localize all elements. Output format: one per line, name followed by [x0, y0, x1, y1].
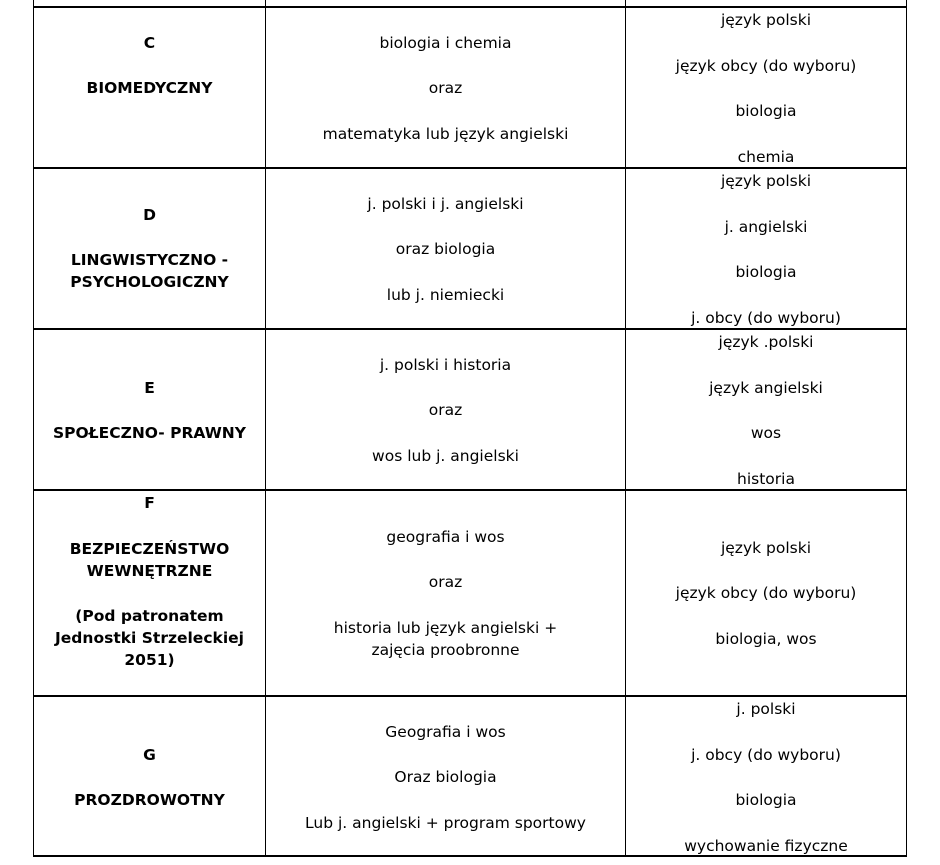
exam-line: język .polski — [718, 333, 814, 351]
subject-line: lub j. niemiecki — [386, 286, 505, 304]
subject-line: oraz — [428, 401, 463, 419]
subject-line: biologia i chemia — [379, 34, 512, 52]
profile-name: BEZPIECZEŃSTWO WEWNĘTRZNE — [69, 540, 230, 580]
exam-line: j. polski — [736, 700, 796, 718]
subject-line: j. polski i j. angielski — [367, 195, 524, 213]
exam-line: język polski — [720, 172, 812, 190]
exam-line: biologia — [735, 791, 797, 809]
exam-line: j. angielski — [724, 218, 808, 236]
profile-cell — [34, 330, 265, 489]
exam-cell — [626, 169, 906, 328]
subject-line: wos lub j. angielski — [372, 447, 519, 465]
subject-line: historia lub język angielski + zajęcia proobronne — [333, 619, 558, 659]
exam-line: j. obcy (do wyboru) — [691, 746, 841, 764]
profile-name: SPOŁECZNO- PRAWNY — [52, 424, 246, 442]
subject-line: oraz — [428, 79, 463, 97]
profile-name: LINGWISTYCZNO - PSYCHOLOGICZNY — [70, 251, 229, 291]
subjects-cell — [266, 169, 625, 328]
subject-line: geografia i wos — [386, 528, 505, 546]
subject-line: j. polski i historia — [379, 356, 512, 374]
exam-line: biologia, wos — [715, 630, 817, 648]
exam-line: język obcy (do wyboru) — [675, 57, 857, 75]
profile-name: BIOMEDYCZNY — [86, 79, 213, 97]
profile-name: PROZDROWOTNY — [74, 791, 225, 809]
profile-code: F — [144, 494, 155, 512]
profile-cell — [34, 491, 265, 695]
profile-cell — [34, 169, 265, 328]
exam-line: historia — [737, 470, 795, 488]
exam-line: chemia — [737, 148, 795, 166]
subjects-cell — [266, 330, 625, 489]
subject-line: matematyka lub język angielski — [322, 125, 569, 143]
subjects-cell — [266, 8, 625, 167]
profile-note: (Pod patronatem Jednostki Strzeleckiej 2051) — [55, 607, 244, 669]
table-border-right — [906, 0, 907, 857]
subject-line: oraz biologia — [395, 240, 496, 258]
subject-line: Oraz biologia — [394, 768, 497, 786]
exam-cell — [626, 8, 906, 167]
exam-line: język angielski — [709, 379, 823, 397]
profile-code: E — [144, 379, 155, 397]
subject-line: Lub j. angielski + program sportowy — [305, 814, 586, 832]
exam-cell — [626, 697, 906, 855]
profile-code: G — [143, 746, 156, 764]
profile-cell — [34, 697, 265, 855]
subject-line: Geografia i wos — [385, 723, 506, 741]
exam-line: biologia — [735, 263, 797, 281]
exam-line: język polski — [720, 539, 812, 557]
profile-code: C — [143, 34, 156, 52]
exam-cell — [626, 491, 906, 695]
subject-line: oraz — [428, 573, 463, 591]
exam-line: język obcy (do wyboru) — [675, 584, 857, 602]
exam-line: wos — [750, 424, 782, 442]
profile-cell — [34, 8, 265, 167]
subjects-cell — [266, 491, 625, 695]
exam-cell — [626, 330, 906, 489]
exam-line: język polski — [720, 11, 812, 29]
exam-line: biologia — [735, 102, 797, 120]
subjects-cell — [266, 697, 625, 855]
profile-code: D — [143, 206, 156, 224]
exam-line: j. obcy (do wyboru) — [691, 309, 841, 327]
exam-line: wychowanie fizyczne — [684, 837, 848, 855]
